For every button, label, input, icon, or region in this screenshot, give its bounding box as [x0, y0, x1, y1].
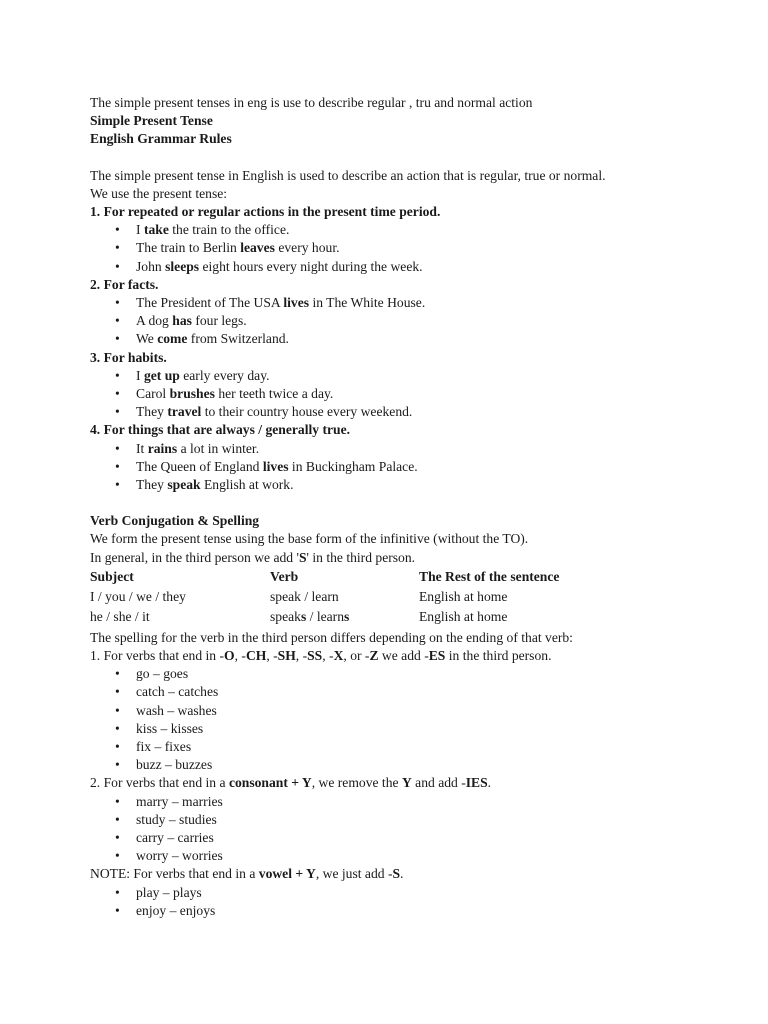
document-content — [90, 94, 730, 920]
conjugation-line-2: In general, in the third person we add 'S' in the third person. — [90, 549, 416, 565]
list-item: • They speak English at work. — [136, 476, 730, 494]
use-examples-3 — [90, 367, 730, 422]
note-examples — [90, 884, 730, 920]
list-item: • They travel to their country house every weekend. — [136, 403, 730, 421]
table-cell: speak / learn — [270, 589, 339, 605]
spelling-intro: The spelling for the verb in the third person differs depending on the ending of that verb: — [90, 629, 573, 645]
table-cell: I / you / we / they — [90, 589, 186, 605]
header-verb: Verb — [270, 568, 299, 584]
list-item: • I get up early every day. — [136, 367, 730, 385]
list-item: • play – plays — [136, 884, 730, 902]
use-examples-1 — [90, 221, 730, 276]
use-examples-2 — [90, 294, 730, 349]
list-item: • buzz – buzzes — [136, 756, 730, 774]
use-heading-4: 4. For things that are always / generally true. — [90, 422, 351, 438]
list-item: • enjoy – enjoys — [136, 902, 730, 920]
intro-line: The simple present tenses in eng is use to describe regular , tru and normal action — [90, 95, 533, 110]
table-row — [90, 608, 730, 628]
use-heading-1: 1. For repeated or regular actions in the present time period. — [90, 204, 441, 220]
conjugation-table — [90, 568, 730, 629]
document-title: Simple Present Tense — [90, 113, 213, 129]
list-item: • carry – carries — [136, 829, 730, 847]
rule-2-heading: 2. For verbs that end in a consonant + Y, we remove the Y and add -IES. — [90, 775, 492, 791]
list-item: • The Queen of England lives in Buckingham Palace. — [136, 458, 730, 476]
list-item: • kiss – kisses — [136, 720, 730, 738]
list-item: • worry – worries — [136, 847, 730, 865]
conjugation-line-1: We form the present tense using the base form of the infinitive (without the TO). — [90, 531, 529, 547]
list-item: • The train to Berlin leaves every hour. — [136, 239, 730, 257]
list-item: • We come from Switzerland. — [136, 330, 730, 348]
rule-1-examples — [90, 665, 730, 774]
rule-2-examples — [90, 793, 730, 866]
header-rest: The Rest of the sentence — [419, 568, 560, 584]
conjugation-heading: Verb Conjugation & Spelling — [90, 513, 260, 529]
list-item: • John sleeps eight hours every night during the week. — [136, 258, 730, 276]
list-item: • wash – washes — [136, 702, 730, 720]
note-heading: NOTE: For verbs that end in a vowel + Y, we just add -S. — [90, 866, 404, 882]
table-cell: speaks / learns — [270, 609, 350, 625]
list-item: • go – goes — [136, 665, 730, 683]
use-examples-4 — [90, 440, 730, 495]
spacer — [90, 494, 730, 512]
list-item: • The President of The USA lives in The White House. — [136, 294, 730, 312]
use-heading-3: 3. For habits. — [90, 349, 167, 365]
list-item: • study – studies — [136, 811, 730, 829]
header-subject: Subject — [90, 568, 134, 584]
table-cell: English at home — [419, 609, 508, 625]
table-cell: English at home — [419, 589, 508, 605]
table-row — [90, 588, 730, 608]
list-item: • fix – fixes — [136, 738, 730, 756]
spacer — [90, 149, 730, 167]
list-item: • It rains a lot in winter. — [136, 440, 730, 458]
list-item: • catch – catches — [136, 683, 730, 701]
list-item: • marry – marries — [136, 793, 730, 811]
rule-1-heading: 1. For verbs that end in -O, -CH, -SH, -SS, -X, or -Z we add -ES in the third person. — [90, 647, 552, 663]
list-item: • I take the train to the office. — [136, 221, 730, 239]
table-cell: he / she / it — [90, 609, 150, 625]
table-header-row — [90, 568, 730, 588]
document-subtitle: English Grammar Rules — [90, 131, 232, 147]
list-item: • Carol brushes her teeth twice a day. — [136, 385, 730, 403]
list-item: • A dog has four legs. — [136, 312, 730, 330]
use-heading-2: 2. For facts. — [90, 276, 159, 292]
overview-line-2: We use the present tense: — [90, 185, 228, 201]
overview-line-1: The simple present tense in English is used to describe an action that is regular, true or normal. — [90, 167, 606, 183]
